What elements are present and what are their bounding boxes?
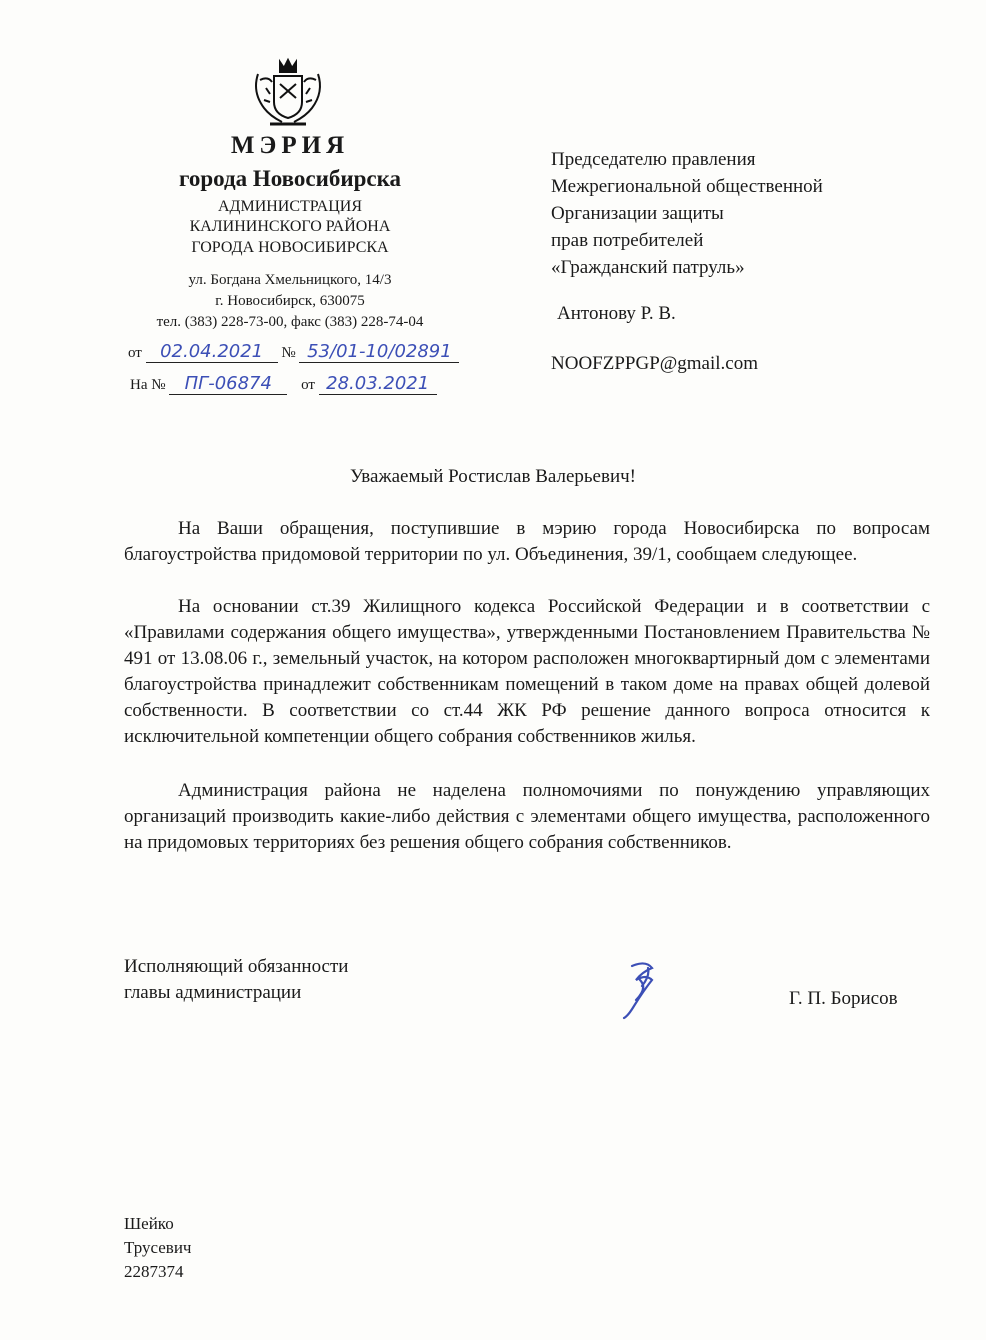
paragraph-3: Администрация района не наделена полномочиями по понуждению управляющих организаций производить какие-либо действия с элементами общего имущества, расположенного на придомовых территориях без решения общего собрания собственников. (124, 780, 930, 853)
recipient-block (551, 146, 823, 281)
registration-row (128, 341, 459, 363)
recipient-line-5: «Гражданский патруль» (551, 257, 745, 278)
handwritten-signature-icon (610, 958, 670, 1022)
recipient-line-1: Председателю правления (551, 149, 756, 170)
executor-phone: 2287374 (124, 1262, 184, 1281)
signatory-name: Г. П. Борисов (789, 988, 898, 1009)
address-line-1: ул. Богдана Хмельницкого, 14/3 (188, 272, 392, 288)
signatory-position-1: Исполняющий обязанности (124, 956, 349, 977)
outgoing-number: 53/01-10/02891 (299, 341, 459, 363)
ref-number: ПГ-06874 (169, 373, 287, 395)
header-title: МЭРИЯ (230, 132, 350, 159)
recipient-line-4: прав потребителей (551, 230, 704, 251)
admin-line-3: ГОРОДА НОВОСИБИРСКА (191, 239, 389, 256)
recipient-email: NOOFZPPGP@gmail.com (551, 353, 758, 374)
outgoing-date: 02.04.2021 (146, 341, 278, 363)
address-line-3: тел. (383) 228-73-00, факс (383) 228-74-04 (156, 314, 424, 330)
number-label: № (281, 345, 296, 361)
ref-from-label: от (301, 377, 315, 393)
ref-date: 28.03.2021 (319, 373, 437, 395)
executor-2: Трусевич (124, 1238, 192, 1257)
paragraph-2: На основании ст.39 Жилищного кодекса Российской Федерации и в соответствии с «Правилами содержания общего имущества», утвержденными Постановлением Правительства № 491 от 13.08.06 г., земельный участок, на котором расположен многоквартирный дом с элементами благоустройства принадлежит собственникам помещений в таком доме на правах общей долевой собственности. В соответствии со ст.44 ЖК РФ решение данного вопроса относится к исключительной компетенции общего собрания собственников жилья. (124, 596, 930, 747)
salutation: Уважаемый Ростислав Валерьевич! (349, 466, 636, 487)
recipient-name: Антонову Р. В. (557, 303, 676, 324)
admin-line-1: АДМИНИСТРАЦИЯ (218, 198, 362, 215)
recipient-line-3: Организации защиты (551, 203, 724, 224)
address-line-2: г. Новосибирск, 630075 (215, 293, 365, 309)
recipient-line-2: Межрегиональной общественной (551, 176, 823, 197)
header-city: города Новосибирска (178, 166, 402, 191)
coat-of-arms-icon (250, 54, 326, 132)
reference-row (130, 373, 437, 395)
admin-line-2: КАЛИНИНСКОГО РАЙОНА (189, 218, 391, 235)
executor-1: Шейко (124, 1214, 174, 1233)
from-label: от (128, 345, 142, 361)
ref-label: На № (130, 377, 166, 393)
signatory-position-2: главы администрации (124, 982, 302, 1003)
paragraph-1: На Ваши обращения, поступившие в мэрию города Новосибирска по вопросам благоустройства придомовой территории по ул. Объединения, 39/1, сообщаем следующее. (124, 518, 930, 565)
